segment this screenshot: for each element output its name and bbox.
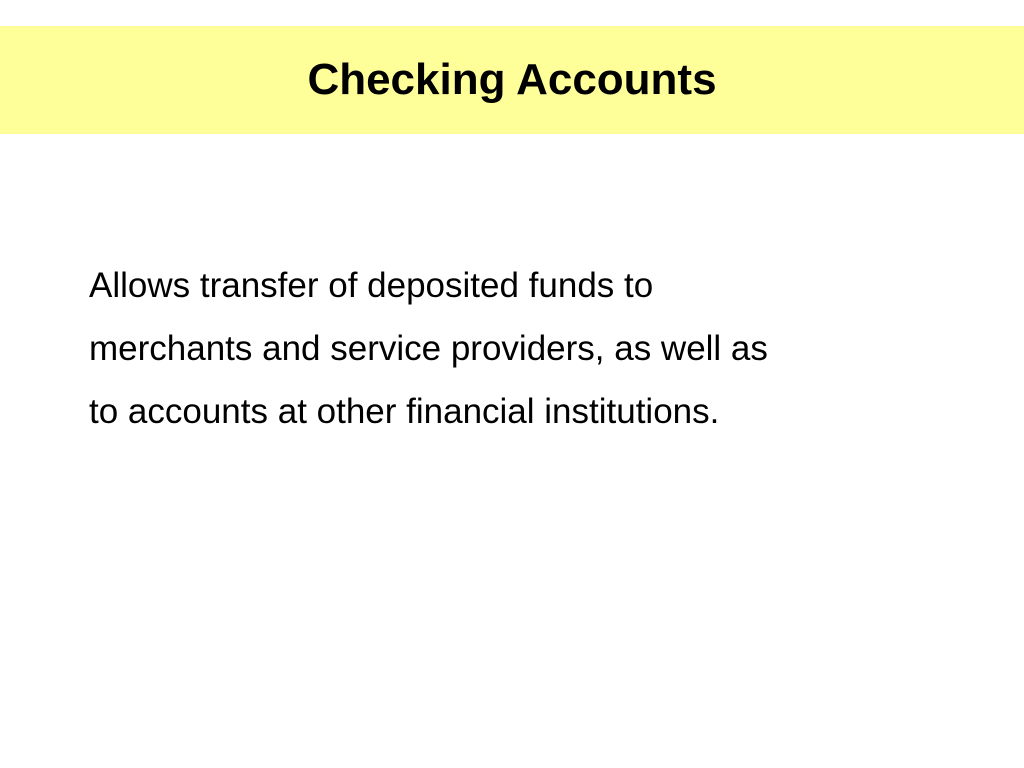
title-band [0, 26, 1024, 134]
body-line: to accounts at other financial institutions. [89, 392, 720, 431]
body-line: Allows transfer of deposited funds to [89, 266, 654, 305]
slide-body [89, 254, 939, 443]
slide-title: Checking Accounts [307, 55, 717, 104]
body-line: merchants and service providers, as well as [89, 329, 768, 368]
